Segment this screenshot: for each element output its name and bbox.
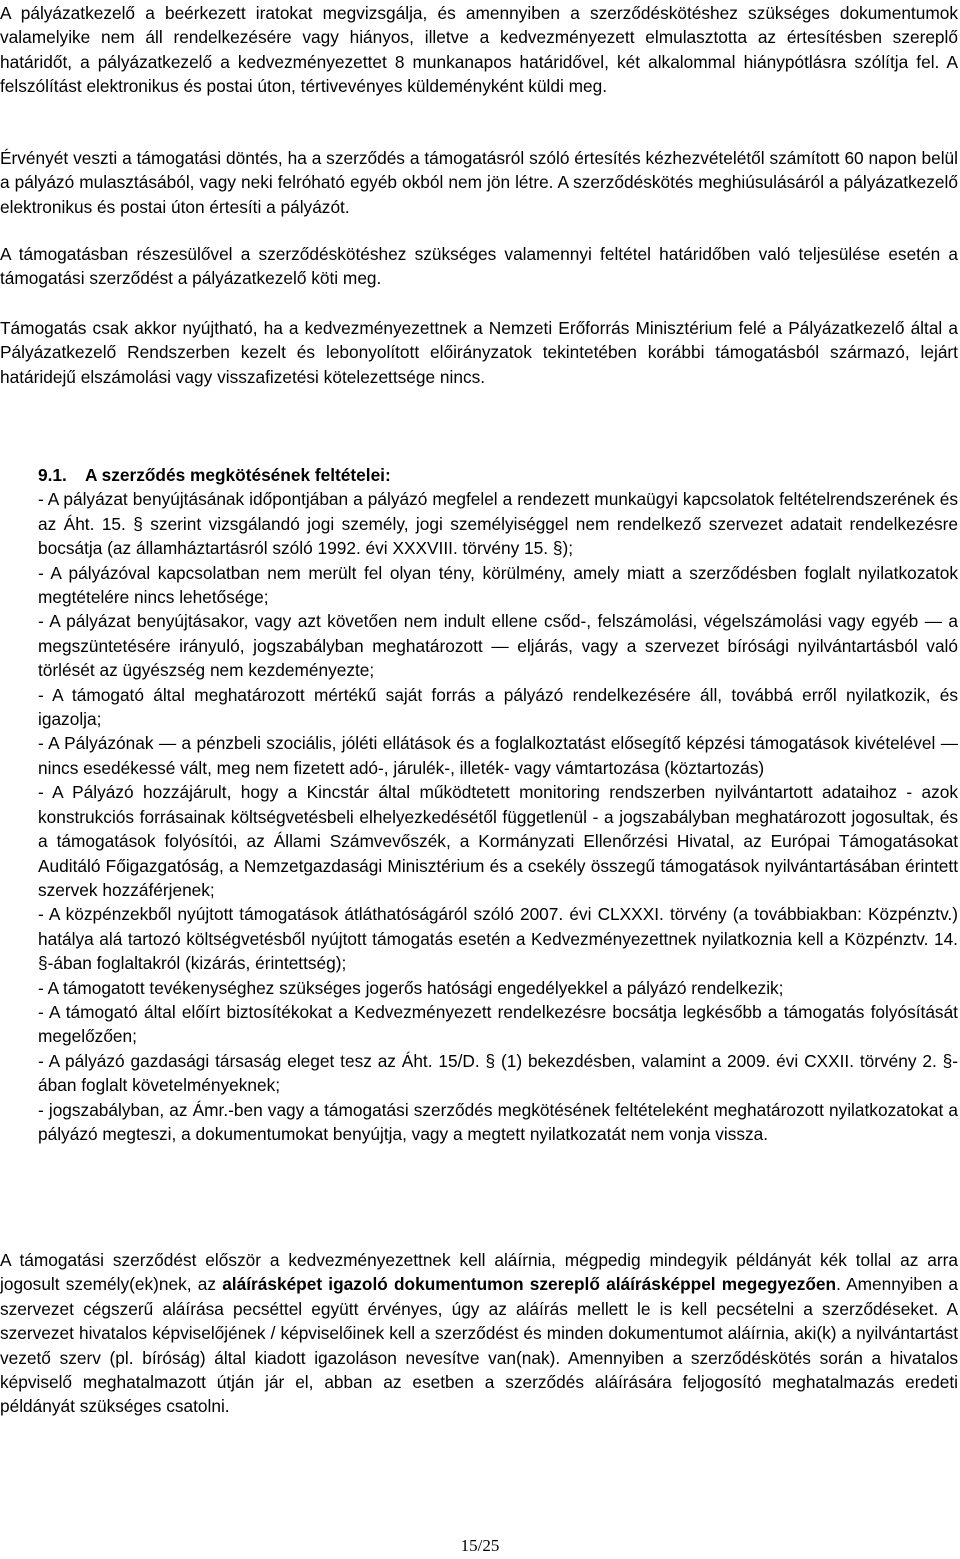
condition-item: - A támogató által meghatározott mértékű saját forrás a pályázó rendelkezésére áll, továbbá erről nyilatkozik, és igazolja; (38, 684, 958, 730)
section-heading (38, 463, 958, 487)
section-title: A szerződés megkötésének feltételei: (85, 465, 391, 485)
condition-item: - A pályázat benyújtásának időpontjában a pályázó megfelel a rendezett munkaügyi kapcsolatok feltételrendszerének és az Áht. 15. § szerint vizsgálandó jogi személy, jogi személyiséggel nem rendelkező szervezet adatait rendelkezésre bocsátja (az államháztartásról szóló 1992. évi XXXVIII. törvény 15. §); (38, 489, 958, 559)
section-number: 9.1. (38, 465, 67, 485)
condition-item: - A pályázó gazdasági társaság eleget tesz az Áht. 15/D. § (1) bekezdésben, valamint a 2009. évi CXXII. törvény 2. §-ában foglalt követelményeknek; (38, 1050, 958, 1096)
signature-bold-requirement: aláírásképet igazoló dokumentumon szereplő aláírásképpel megegyezően (222, 1274, 837, 1295)
paragraph-decision-expiry: Érvényét veszti a támogatási döntés, ha a szerződés a támogatásról szóló értesítés kézhezvételétől számított 60 napon belül a pályázó mulasztásából, vagy neki felróható egyéb okból nem jön létre. A szerződéskötés meghiúsulásáról a pályázatkezelő elektronikus és postai úton értesíti a pályázót. (0, 148, 958, 217)
paragraph-deficiency-notice: A pályázatkezelő a beérkezett iratokat megvizsgálja, és amennyiben a szerződéskötéshez szükséges dokumentumok valamelyike nem áll rendelkezésére vagy hiányos, illetve a kedvezményezett elmulasztotta az értesítésben szereplő határidőt, a pályázatkezelő a kedvezményezettet 8 munkanapos határidővel, két alkalommal hiánypótlásra szólítja fel. A felszólítást elektronikus és postai úton, tértivevényes küldeményként küldi meg. (0, 3, 958, 97)
signature-text-end: . Amennyiben a szervezet cégszerű aláírása pecséttel együtt érvényes, úgy az aláírás mellett le is kell pecsételni a szerződéseket. A szervezet hivatalos képviselőjének / képviselőinek kell a szerződést és minden dokumentumot aláírnia, aki(k) a nyilvántartást vezető szerv (pl. bíróság) által kiadott igazoláson nevesítve van(nak). Amennyiben a szerződéskötés során a hivatalos képviselő meghatalmazott útján jár el, abban az esetben a szerződés aláírására feljogosító meghatalmazás eredeti példányát szükséges csatolni. (0, 1274, 958, 1417)
condition-item: - jogszabályban, az Ámr.-ben vagy a támogatási szerződés megkötésének feltételeként meghatározott nyilatkozatokat a pályázó megteszi, a dokumentumokat benyújtja, vagy a megtett nyilatkozatát nem vonja vissza. (38, 1099, 958, 1144)
paragraph-signature-rules (0, 1248, 958, 1419)
section-contract-conditions (0, 463, 958, 1146)
condition-item: - A támogató által előírt biztosítékokat a Kedvezményezett rendelkezésre bocsátja legkésőbb a támogatás folyósítását megelőzően; (38, 1001, 958, 1047)
condition-item: - A pályázóval kapcsolatban nem merült fel olyan tény, körülmény, amely miatt a szerződésben foglalt nyilatkozatok megtételére nincs lehetősége; (38, 562, 958, 608)
condition-item: - A Pályázónak — a pénzbeli szociális, jóléti ellátások és a foglalkoztatást elősegítő képzési támogatások kivételével — nincs esedékessé vált, meg nem fizetett adó-, járulék-, illeték- vagy vámtartozása (köztartozás) (38, 733, 958, 778)
signature-text-start: A támogatási szerződést először a kedvezményezettnek kell aláírnia, mégpedig mindegyik példányát kék tollal az arra jogosult személy(ek)nek, az (0, 1250, 958, 1295)
condition-item: - A pályázat benyújtásakor, vagy azt követően nem indult ellene csőd-, felszámolási, végelszámolási vagy egyéb — a megszüntetésére irányuló, jogszabályban meghatározott — eljárás, vagy a szervezet bírósági nyilvántartásból való törlését az ügyészség nem kezdeményezte; (38, 611, 958, 681)
paragraph-contract-signing: A támogatásban részesülővel a szerződéskötéshez szükséges valamennyi feltétel határidőben való teljesülése esetén a támogatási szerződést a pályázatkezelő köti meg. (0, 244, 958, 289)
condition-item: - A Pályázó hozzájárult, hogy a Kincstár által működtetett monitoring rendszerben nyilvántartott adataihoz - azok konstrukciós forrásainak költségvetésbeli elhelyezkedésétől függetlenül - a jogszabályban meghatározott jogosultak, és a támogatások folyósítói, az Állami Számvevőszék, a Kormányzati Ellenőrzési Hivatal, az Európai Támogatásokat Auditáló Főigazgatóság, a Nemzetgazdasági Minisztérium és a csekély összegű támogatások nyilvántartásában érintett szervek hozzáférjenek; (38, 782, 958, 900)
condition-item: - A támogatott tevékenységhez szükséges jogerős hatósági engedélyekkel a pályázó rendelkezik; (38, 977, 784, 998)
paragraph-support-condition: Támogatás csak akkor nyújtható, ha a kedvezményezettnek a Nemzeti Erőforrás Minisztérium felé a Pályázatkezelő által a Pályázatkezelő Rendszerben kezelt és lebonyolított előirányzatok tekintetében korábbi támogatásból származó, lejárt határidejű elszámolási vagy visszafizetési kötelezettsége nincs. (0, 318, 958, 387)
page-number: 15/25 (460, 1536, 500, 1555)
condition-item: - A közpénzekből nyújtott támogatások átláthatóságáról szóló 2007. évi CLXXXI. törvény (a továbbiakban: Közpénztv.) hatálya alá tartozó költségvetésből nyújtott támogatás esetén a Kedvezményezettnek nyilatkoznia kell a Közpénztv. 14. §-ában foglaltakról (kizárás, érintettség); (38, 904, 958, 974)
